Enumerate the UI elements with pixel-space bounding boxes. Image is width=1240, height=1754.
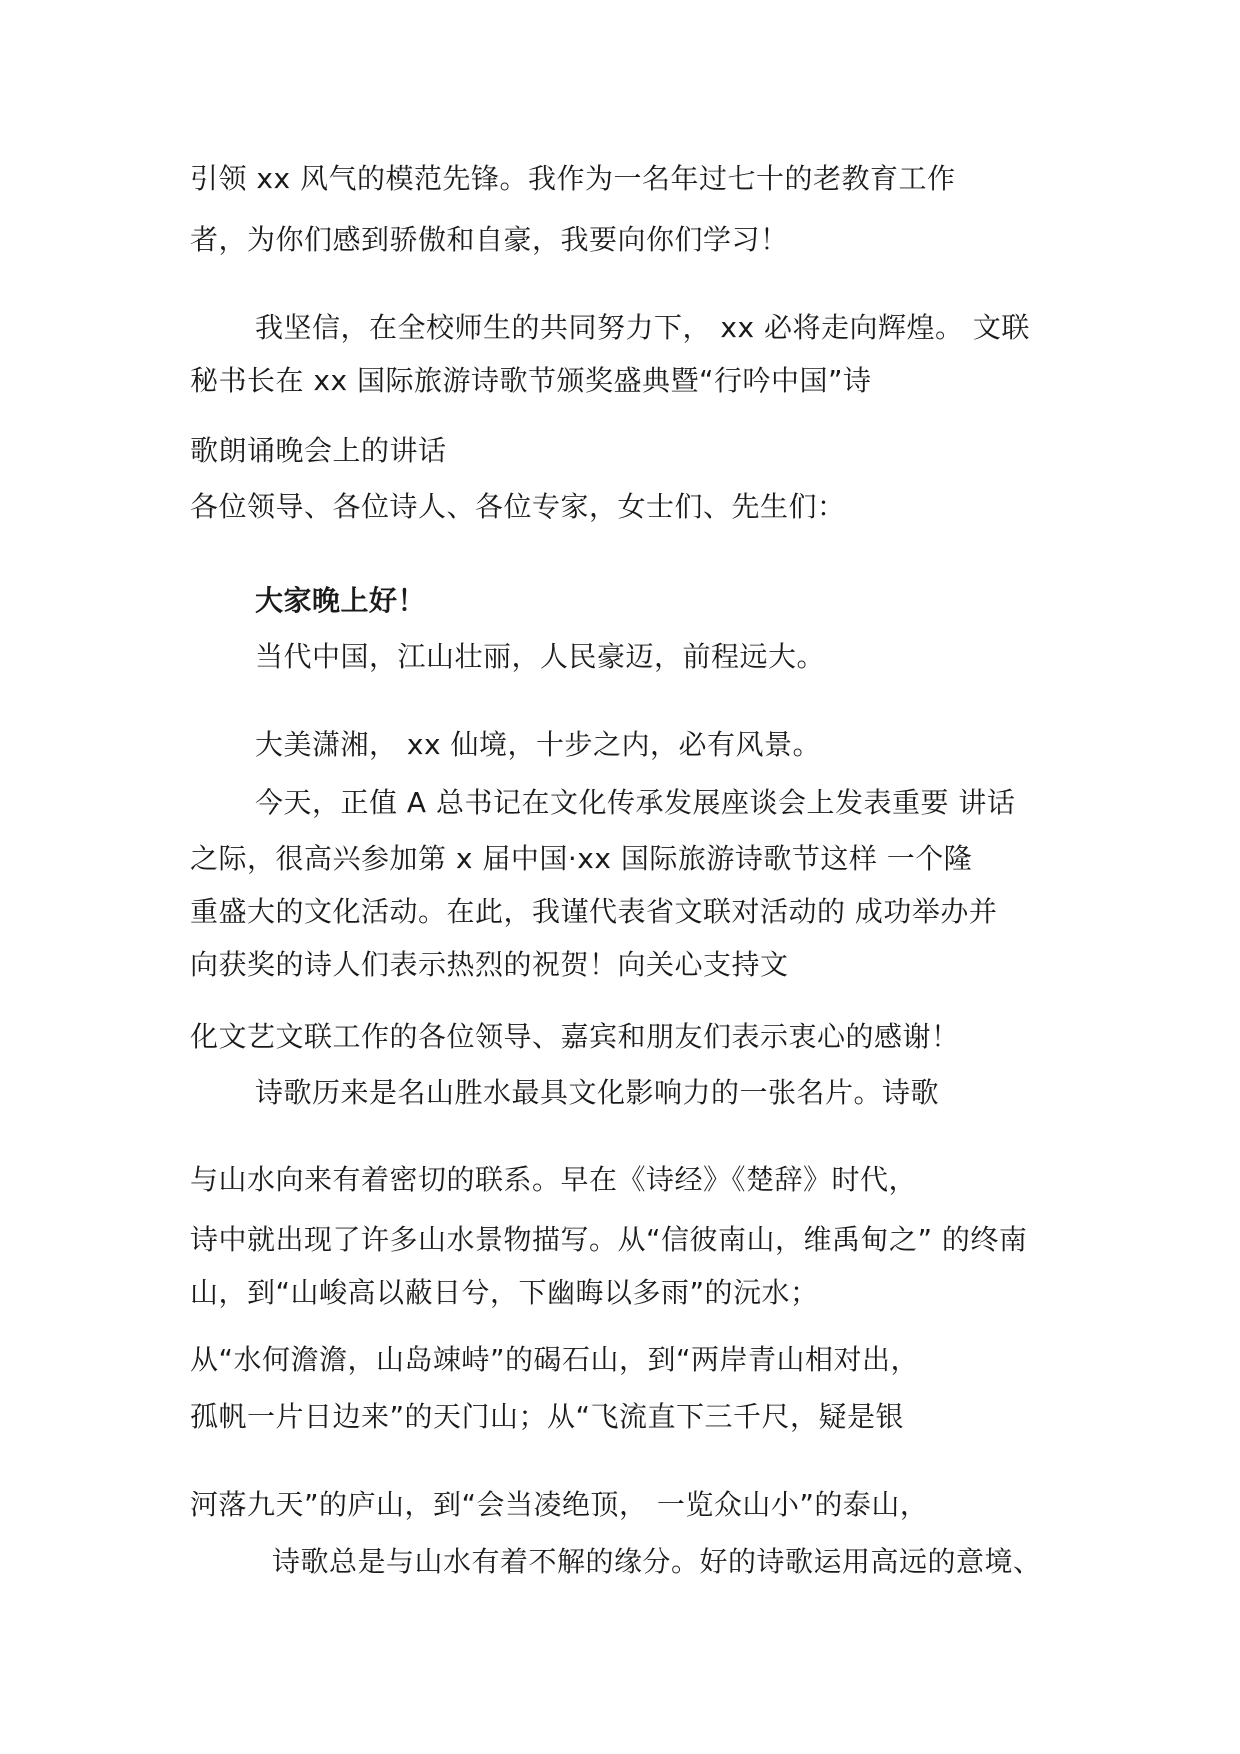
text-line: 我坚信，在全校师生的共同努力下， xx 必将走向辉煌。 文联 <box>255 311 1030 344</box>
text-line: 歌朗诵晚会上的讲话 <box>190 434 447 467</box>
greeting: 大家晚上好！ <box>255 584 427 617</box>
text-line: 与山水向来有着密切的联系。早在《诗经》《楚辞》时代， <box>190 1163 918 1196</box>
text-line: 重盛大的文化活动。在此，我谨代表省文联对活动的 成功举办并 <box>190 895 998 928</box>
text-line: 者，为你们感到骄傲和自豪，我要向你们学习！ <box>190 223 789 256</box>
salutation: 各位领导、各位诗人、各位专家，女士们、先生们： <box>190 490 846 523</box>
text-line: 山，到“山峻高以蔽日兮，下幽晦以多雨”的沅水； <box>190 1276 819 1309</box>
text-line: 今天，正值 A 总书记在文化传承发展座谈会上发表重要 讲话 <box>255 786 1016 819</box>
text-line: 诗歌总是与山水有着不解的缘分。好的诗歌运用高远的意境、 <box>272 1545 1042 1578</box>
text-line: 诗中就出现了许多山水景物描写。从“信彼南山，维禹甸之” 的终南 <box>190 1223 1028 1256</box>
text-line: 之际，很高兴参加第 x 届中国·xx 国际旅游诗歌节这样 一个隆 <box>190 842 973 875</box>
text-line: 化文艺文联工作的各位领导、嘉宾和朋友们表示衷心的感谢！ <box>190 1020 960 1053</box>
text-line: 秘书长在 xx 国际旅游诗歌节颁奖盛典暨“行吟中国”诗 <box>190 364 872 397</box>
text-line: 大美潇湘， xx 仙境，十步之内，必有风景。 <box>255 728 821 761</box>
text-line: 当代中国，江山壮丽，人民豪迈，前程远大。 <box>255 640 826 673</box>
text-line: 诗歌历来是名山胜水最具文化影响力的一张名片。诗歌 <box>255 1076 940 1109</box>
text-line: 向获奖的诗人们表示热烈的祝贺！向关心支持文 <box>190 948 789 981</box>
text-line: 引领 xx 风气的模范先锋。我作为一名年过七十的老教育工作 <box>190 162 956 195</box>
text-line: 河落九天”的庐山，到“会当凌绝顶， 一览众山小”的泰山， <box>190 1488 929 1521</box>
text-line: 孤帆一片日边来”的天门山；从“飞流直下三千尺，疑是银 <box>190 1400 905 1433</box>
text-line: 从“水何澹澹，山岛竦峙”的碣石山，到“两岸青山相对出， <box>190 1343 920 1376</box>
